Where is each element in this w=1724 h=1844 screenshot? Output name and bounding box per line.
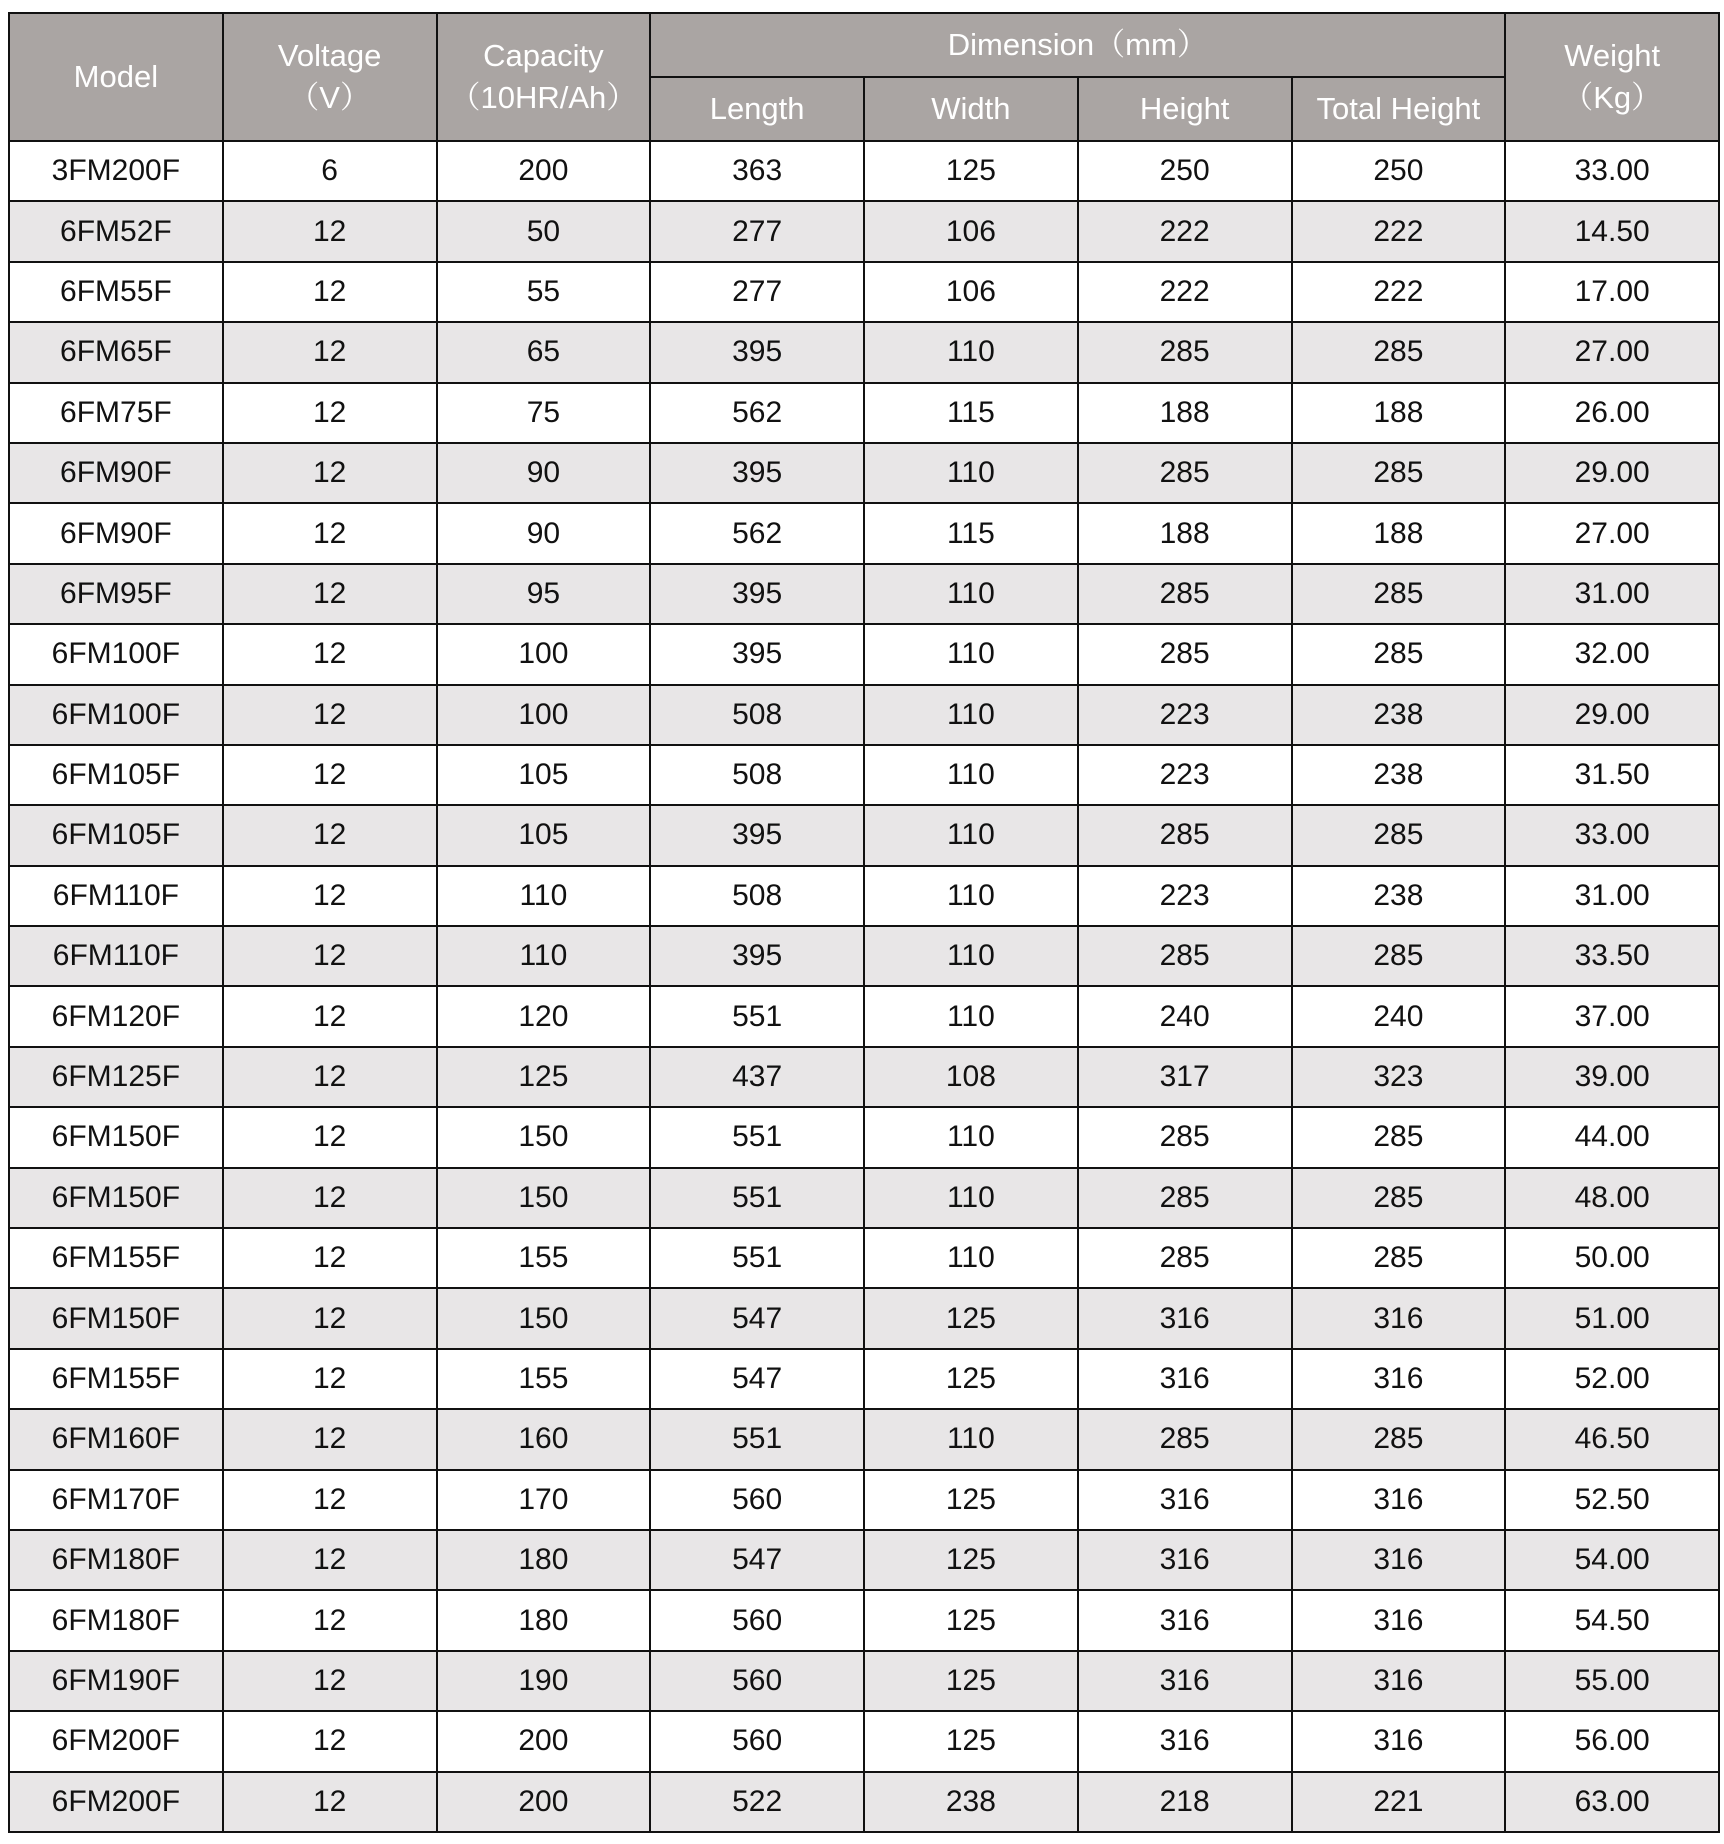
cell-voltage: 12	[223, 503, 437, 563]
cell-capacity: 155	[437, 1228, 651, 1288]
table-header	[9, 13, 1719, 141]
cell-total-height: 316	[1292, 1651, 1506, 1711]
cell-voltage: 12	[223, 1047, 437, 1107]
cell-length: 562	[650, 383, 864, 443]
cell-model: 6FM110F	[9, 926, 223, 986]
cell-weight: 32.00	[1505, 624, 1719, 684]
table-row	[9, 1530, 1719, 1590]
cell-voltage: 12	[223, 1107, 437, 1167]
header-row-top	[9, 13, 1719, 77]
cell-weight: 29.00	[1505, 443, 1719, 503]
cell-total-height: 285	[1292, 443, 1506, 503]
header-height: Height	[1078, 77, 1292, 141]
cell-model: 6FM200F	[9, 1772, 223, 1832]
header-voltage-label: Voltage	[277, 38, 382, 73]
cell-height: 218	[1078, 1772, 1292, 1832]
cell-model: 6FM180F	[9, 1590, 223, 1650]
cell-capacity: 55	[437, 262, 651, 322]
cell-total-height: 285	[1292, 805, 1506, 865]
battery-spec-table	[8, 12, 1720, 1833]
cell-width: 125	[864, 1711, 1078, 1771]
cell-weight: 31.00	[1505, 564, 1719, 624]
cell-model: 6FM90F	[9, 443, 223, 503]
cell-voltage: 12	[223, 866, 437, 926]
cell-voltage: 12	[223, 1651, 437, 1711]
cell-total-height: 316	[1292, 1530, 1506, 1590]
cell-capacity: 150	[437, 1107, 651, 1167]
cell-model: 6FM75F	[9, 383, 223, 443]
cell-height: 188	[1078, 503, 1292, 563]
cell-weight: 46.50	[1505, 1409, 1719, 1469]
cell-model: 6FM200F	[9, 1711, 223, 1771]
cell-capacity: 155	[437, 1349, 651, 1409]
header-capacity-label: Capacity	[483, 38, 604, 73]
cell-height: 316	[1078, 1349, 1292, 1409]
cell-length: 277	[650, 201, 864, 261]
cell-model: 6FM160F	[9, 1409, 223, 1469]
cell-height: 223	[1078, 685, 1292, 745]
cell-weight: 33.00	[1505, 141, 1719, 201]
cell-voltage: 12	[223, 745, 437, 805]
cell-width: 106	[864, 201, 1078, 261]
cell-capacity: 95	[437, 564, 651, 624]
cell-height: 285	[1078, 564, 1292, 624]
cell-length: 395	[650, 443, 864, 503]
cell-total-height: 238	[1292, 685, 1506, 745]
cell-model: 6FM100F	[9, 685, 223, 745]
cell-model: 6FM170F	[9, 1470, 223, 1530]
cell-length: 551	[650, 1168, 864, 1228]
cell-model: 6FM150F	[9, 1288, 223, 1348]
cell-model: 3FM200F	[9, 141, 223, 201]
cell-weight: 31.50	[1505, 745, 1719, 805]
cell-length: 551	[650, 1228, 864, 1288]
cell-length: 547	[650, 1349, 864, 1409]
cell-weight: 17.00	[1505, 262, 1719, 322]
cell-voltage: 12	[223, 1590, 437, 1650]
cell-voltage: 12	[223, 986, 437, 1046]
table-row	[9, 1590, 1719, 1650]
table-row	[9, 986, 1719, 1046]
cell-total-height: 316	[1292, 1711, 1506, 1771]
cell-length: 395	[650, 805, 864, 865]
cell-width: 110	[864, 1168, 1078, 1228]
table-row	[9, 805, 1719, 865]
cell-model: 6FM155F	[9, 1228, 223, 1288]
header-voltage	[223, 13, 437, 141]
cell-model: 6FM120F	[9, 986, 223, 1046]
cell-weight: 27.00	[1505, 503, 1719, 563]
cell-capacity: 150	[437, 1168, 651, 1228]
cell-capacity: 200	[437, 141, 651, 201]
cell-total-height: 240	[1292, 986, 1506, 1046]
cell-height: 316	[1078, 1711, 1292, 1771]
cell-capacity: 180	[437, 1530, 651, 1590]
cell-weight: 26.00	[1505, 383, 1719, 443]
cell-width: 125	[864, 1288, 1078, 1348]
cell-total-height: 285	[1292, 926, 1506, 986]
table-row	[9, 1349, 1719, 1409]
table-row	[9, 1772, 1719, 1832]
cell-width: 106	[864, 262, 1078, 322]
cell-total-height: 222	[1292, 201, 1506, 261]
cell-width: 110	[864, 685, 1078, 745]
table-row	[9, 1651, 1719, 1711]
table-row	[9, 383, 1719, 443]
cell-voltage: 12	[223, 685, 437, 745]
cell-voltage: 12	[223, 1711, 437, 1771]
cell-length: 508	[650, 866, 864, 926]
cell-voltage: 12	[223, 1168, 437, 1228]
cell-width: 110	[864, 624, 1078, 684]
cell-capacity: 105	[437, 805, 651, 865]
cell-width: 125	[864, 1349, 1078, 1409]
cell-height: 316	[1078, 1470, 1292, 1530]
cell-model: 6FM125F	[9, 1047, 223, 1107]
cell-height: 285	[1078, 1228, 1292, 1288]
cell-height: 188	[1078, 383, 1292, 443]
table-row	[9, 1228, 1719, 1288]
cell-width: 238	[864, 1772, 1078, 1832]
cell-capacity: 75	[437, 383, 651, 443]
cell-model: 6FM155F	[9, 1349, 223, 1409]
table-row	[9, 1047, 1719, 1107]
cell-capacity: 90	[437, 503, 651, 563]
cell-total-height: 188	[1292, 503, 1506, 563]
cell-weight: 27.00	[1505, 322, 1719, 382]
table-row	[9, 1711, 1719, 1771]
cell-total-height: 285	[1292, 1107, 1506, 1167]
cell-capacity: 150	[437, 1288, 651, 1348]
cell-total-height: 221	[1292, 1772, 1506, 1832]
cell-width: 110	[864, 443, 1078, 503]
cell-voltage: 6	[223, 141, 437, 201]
cell-height: 222	[1078, 201, 1292, 261]
cell-total-height: 316	[1292, 1590, 1506, 1650]
cell-total-height: 238	[1292, 745, 1506, 805]
cell-model: 6FM90F	[9, 503, 223, 563]
cell-capacity: 65	[437, 322, 651, 382]
cell-voltage: 12	[223, 805, 437, 865]
cell-capacity: 125	[437, 1047, 651, 1107]
cell-width: 110	[864, 322, 1078, 382]
cell-height: 223	[1078, 745, 1292, 805]
cell-total-height: 323	[1292, 1047, 1506, 1107]
table-row	[9, 866, 1719, 926]
cell-voltage: 12	[223, 1349, 437, 1409]
cell-width: 110	[864, 745, 1078, 805]
table-row	[9, 201, 1719, 261]
cell-capacity: 190	[437, 1651, 651, 1711]
cell-length: 395	[650, 564, 864, 624]
cell-width: 110	[864, 1107, 1078, 1167]
cell-total-height: 285	[1292, 624, 1506, 684]
cell-weight: 29.00	[1505, 685, 1719, 745]
cell-height: 285	[1078, 1409, 1292, 1469]
cell-weight: 33.00	[1505, 805, 1719, 865]
cell-model: 6FM100F	[9, 624, 223, 684]
cell-weight: 50.00	[1505, 1228, 1719, 1288]
cell-capacity: 180	[437, 1590, 651, 1650]
cell-width: 110	[864, 926, 1078, 986]
cell-capacity: 90	[437, 443, 651, 503]
cell-weight: 31.00	[1505, 866, 1719, 926]
table-row	[9, 745, 1719, 805]
cell-length: 547	[650, 1288, 864, 1348]
cell-voltage: 12	[223, 624, 437, 684]
cell-voltage: 12	[223, 1409, 437, 1469]
cell-total-height: 222	[1292, 262, 1506, 322]
cell-capacity: 100	[437, 685, 651, 745]
cell-capacity: 200	[437, 1711, 651, 1771]
cell-width: 125	[864, 1590, 1078, 1650]
header-weight	[1505, 13, 1719, 141]
cell-length: 277	[650, 262, 864, 322]
cell-width: 115	[864, 503, 1078, 563]
table-row	[9, 1288, 1719, 1348]
cell-model: 6FM190F	[9, 1651, 223, 1711]
cell-model: 6FM105F	[9, 745, 223, 805]
cell-capacity: 50	[437, 201, 651, 261]
cell-capacity: 100	[437, 624, 651, 684]
header-capacity-unit: （10HR/Ah）	[449, 80, 638, 115]
cell-weight: 56.00	[1505, 1711, 1719, 1771]
table-row	[9, 322, 1719, 382]
table-row	[9, 685, 1719, 745]
cell-total-height: 285	[1292, 564, 1506, 624]
cell-height: 316	[1078, 1590, 1292, 1650]
cell-length: 562	[650, 503, 864, 563]
cell-height: 285	[1078, 805, 1292, 865]
table-body	[9, 141, 1719, 1832]
cell-model: 6FM65F	[9, 322, 223, 382]
cell-total-height: 285	[1292, 322, 1506, 382]
table-row	[9, 564, 1719, 624]
cell-weight: 48.00	[1505, 1168, 1719, 1228]
cell-weight: 14.50	[1505, 201, 1719, 261]
cell-total-height: 285	[1292, 1409, 1506, 1469]
cell-model: 6FM180F	[9, 1530, 223, 1590]
cell-capacity: 110	[437, 926, 651, 986]
header-weight-label: Weight	[1564, 38, 1661, 73]
cell-width: 108	[864, 1047, 1078, 1107]
table-row	[9, 503, 1719, 563]
cell-weight: 54.50	[1505, 1590, 1719, 1650]
cell-length: 560	[650, 1711, 864, 1771]
cell-width: 125	[864, 1651, 1078, 1711]
table-row	[9, 1168, 1719, 1228]
cell-height: 316	[1078, 1288, 1292, 1348]
cell-width: 110	[864, 866, 1078, 926]
table-row	[9, 262, 1719, 322]
cell-capacity: 170	[437, 1470, 651, 1530]
table-row	[9, 1409, 1719, 1469]
cell-weight: 51.00	[1505, 1288, 1719, 1348]
cell-voltage: 12	[223, 1288, 437, 1348]
cell-total-height: 316	[1292, 1349, 1506, 1409]
table-row	[9, 443, 1719, 503]
cell-voltage: 12	[223, 322, 437, 382]
cell-model: 6FM95F	[9, 564, 223, 624]
cell-width: 110	[864, 564, 1078, 624]
cell-capacity: 110	[437, 866, 651, 926]
cell-voltage: 12	[223, 262, 437, 322]
cell-total-height: 238	[1292, 866, 1506, 926]
cell-weight: 63.00	[1505, 1772, 1719, 1832]
cell-weight: 39.00	[1505, 1047, 1719, 1107]
cell-voltage: 12	[223, 1228, 437, 1288]
cell-height: 240	[1078, 986, 1292, 1046]
cell-width: 125	[864, 1470, 1078, 1530]
cell-height: 222	[1078, 262, 1292, 322]
cell-height: 285	[1078, 1168, 1292, 1228]
header-dimension	[650, 13, 1505, 77]
table-row	[9, 926, 1719, 986]
table-row	[9, 1470, 1719, 1530]
cell-voltage: 12	[223, 1530, 437, 1590]
cell-weight: 55.00	[1505, 1651, 1719, 1711]
header-model	[9, 13, 223, 141]
cell-weight: 44.00	[1505, 1107, 1719, 1167]
cell-voltage: 12	[223, 201, 437, 261]
cell-total-height: 250	[1292, 141, 1506, 201]
cell-total-height: 285	[1292, 1168, 1506, 1228]
header-weight-unit: （Kg）	[1562, 80, 1663, 115]
cell-width: 125	[864, 1530, 1078, 1590]
cell-voltage: 12	[223, 383, 437, 443]
spec-table-wrapper	[8, 12, 1720, 1833]
cell-voltage: 12	[223, 1470, 437, 1530]
cell-voltage: 12	[223, 443, 437, 503]
cell-length: 437	[650, 1047, 864, 1107]
cell-height: 285	[1078, 322, 1292, 382]
cell-height: 285	[1078, 1107, 1292, 1167]
cell-capacity: 200	[437, 1772, 651, 1832]
cell-voltage: 12	[223, 926, 437, 986]
cell-height: 250	[1078, 141, 1292, 201]
cell-length: 395	[650, 322, 864, 382]
cell-length: 508	[650, 745, 864, 805]
cell-length: 560	[650, 1470, 864, 1530]
cell-model: 6FM150F	[9, 1107, 223, 1167]
cell-capacity: 105	[437, 745, 651, 805]
table-row	[9, 624, 1719, 684]
table-row	[9, 1107, 1719, 1167]
cell-height: 223	[1078, 866, 1292, 926]
cell-width: 125	[864, 141, 1078, 201]
cell-model: 6FM150F	[9, 1168, 223, 1228]
cell-length: 551	[650, 1107, 864, 1167]
cell-total-height: 285	[1292, 1228, 1506, 1288]
cell-height: 316	[1078, 1530, 1292, 1590]
cell-length: 551	[650, 1409, 864, 1469]
header-total-height: Total Height	[1292, 77, 1506, 141]
cell-length: 395	[650, 624, 864, 684]
cell-weight: 52.00	[1505, 1349, 1719, 1409]
cell-voltage: 12	[223, 564, 437, 624]
cell-total-height: 316	[1292, 1288, 1506, 1348]
cell-length: 522	[650, 1772, 864, 1832]
cell-height: 285	[1078, 443, 1292, 503]
cell-model: 6FM52F	[9, 201, 223, 261]
cell-width: 115	[864, 383, 1078, 443]
cell-weight: 33.50	[1505, 926, 1719, 986]
cell-length: 395	[650, 926, 864, 986]
cell-width: 110	[864, 1228, 1078, 1288]
header-width: Width	[864, 77, 1078, 141]
header-voltage-unit: （V）	[288, 80, 371, 115]
cell-total-height: 188	[1292, 383, 1506, 443]
cell-model: 6FM55F	[9, 262, 223, 322]
cell-height: 285	[1078, 624, 1292, 684]
cell-height: 285	[1078, 926, 1292, 986]
cell-weight: 52.50	[1505, 1470, 1719, 1530]
cell-model: 6FM105F	[9, 805, 223, 865]
cell-capacity: 160	[437, 1409, 651, 1469]
cell-weight: 37.00	[1505, 986, 1719, 1046]
cell-voltage: 12	[223, 1772, 437, 1832]
cell-height: 316	[1078, 1651, 1292, 1711]
cell-length: 547	[650, 1530, 864, 1590]
header-dimension-label: Dimension（mm）	[947, 27, 1208, 62]
cell-length: 363	[650, 141, 864, 201]
cell-width: 110	[864, 1409, 1078, 1469]
header-model-label: Model	[73, 59, 159, 94]
cell-length: 560	[650, 1651, 864, 1711]
header-capacity	[437, 13, 651, 141]
table-row	[9, 141, 1719, 201]
cell-length: 560	[650, 1590, 864, 1650]
cell-total-height: 316	[1292, 1470, 1506, 1530]
cell-weight: 54.00	[1505, 1530, 1719, 1590]
cell-width: 110	[864, 805, 1078, 865]
cell-capacity: 120	[437, 986, 651, 1046]
cell-length: 551	[650, 986, 864, 1046]
header-length: Length	[650, 77, 864, 141]
cell-height: 317	[1078, 1047, 1292, 1107]
cell-length: 508	[650, 685, 864, 745]
cell-model: 6FM110F	[9, 866, 223, 926]
cell-width: 110	[864, 986, 1078, 1046]
